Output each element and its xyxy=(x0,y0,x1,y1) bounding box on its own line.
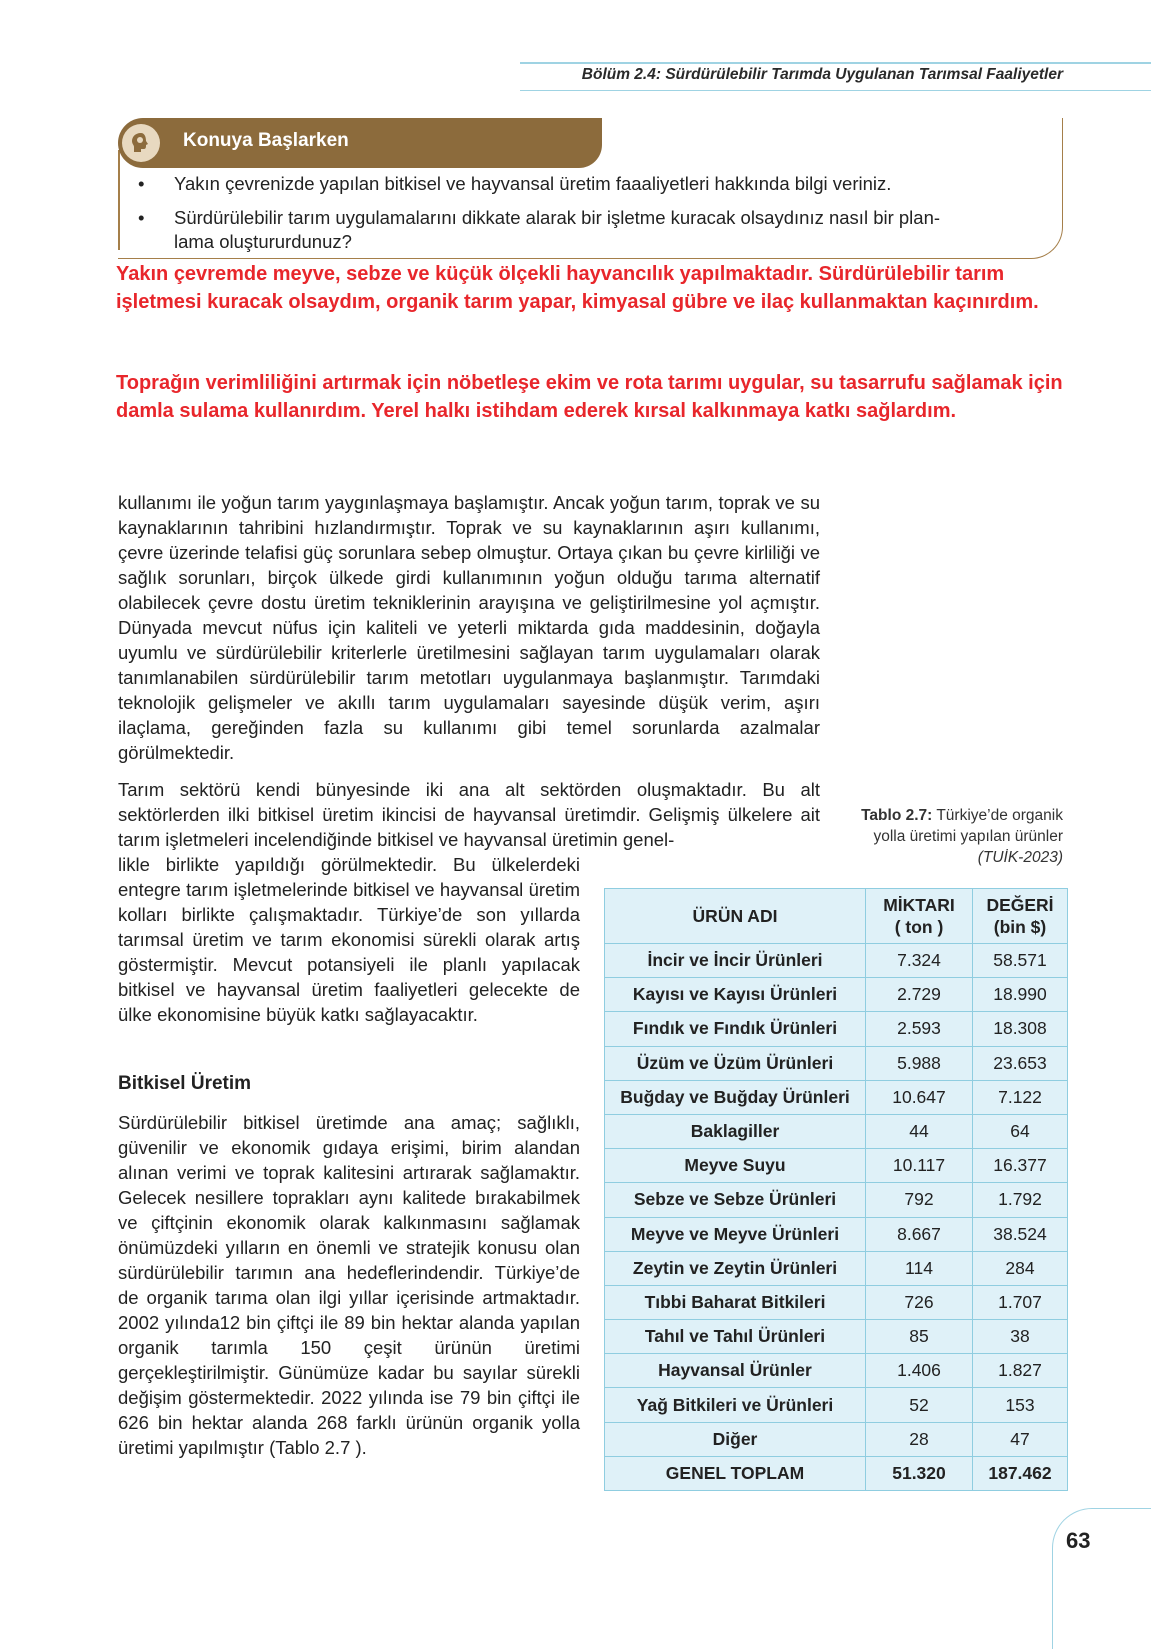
quantity-cell: 726 xyxy=(866,1285,973,1319)
table-row xyxy=(605,978,1068,1012)
table-row xyxy=(605,1046,1068,1080)
table-row xyxy=(605,1354,1068,1388)
value-cell: 1.827 xyxy=(973,1354,1068,1388)
body-paragraph-3: Sürdürülebilir bitkisel üretimde ana amaç; sağlıklı, güvenilir ve ekonomik gıdaya erişimi, birim alandan alınan verimi ve toprak kalitesini artırarak sağlamaktır. Gelecek nesillere toprakları aynı kalitede bırakabilmek ve çiftçinin ekonomik olarak kalkınmasını sağlamak önümüzdeki yılların en önemli ve stratejik konusu olan sürdürülebilir tarımın ana hedeflerindendir. Türkiye’de de organik tarıma olan ilgi yıllar içerisinde artmaktadır. 2002 yılında12 bin çiftçi ile 89 bin hektar alanda yapılan organik tarımla 150 çeşit ürünün üretimi gerçekleştirilmiştir. Günümüze kadar bu sayılar sürekli değişim göstermektedir. 2022 yılında ise 79 bin çiftçi ile 626 bin hektar alanda 268 farklı ürünün organik yolla üretimi yapılmıştır (Tablo 2.7 ). xyxy=(118,1112,580,1458)
answer-paragraph-2: Toprağın verimliliğini artırmak için nöbetleşe ekim ve rota tarımı uygular, su tasarrufu sağlamak için damla sulama kullanırdım. Yerel halkı istihdam ederek kırsal kalkınmaya katkı sağlardım. xyxy=(116,372,1063,422)
table-row xyxy=(605,944,1068,978)
table-header-row xyxy=(605,889,1068,944)
quantity-cell: 8.667 xyxy=(866,1217,973,1251)
value-cell: 7.122 xyxy=(973,1080,1068,1114)
caption-label: Tablo 2.7: xyxy=(861,807,933,824)
value-cell: 38.524 xyxy=(973,1217,1068,1251)
intro-box-title: Konuya Başlarken xyxy=(183,130,349,151)
product-name-cell: Üzüm ve Üzüm Ürünleri xyxy=(605,1046,866,1080)
quantity-cell: 2.729 xyxy=(866,978,973,1012)
intro-bullets xyxy=(132,172,1032,264)
table-row xyxy=(605,1217,1068,1251)
table-row xyxy=(605,1080,1068,1114)
quantity-cell: 85 xyxy=(866,1320,973,1354)
table-row xyxy=(605,1183,1068,1217)
body-paragraph-2a: Tarım sektörü kendi bünyesinde iki ana alt sektörden oluşmaktadır. Bu alt sektörlerden ilki bitkisel üretim ikincisi de hayvansal üretimdir. Gelişmiş ülkelere ait tarım işletmeleri incelendiğinde bitkisel ve hayvansal üretimin genel- xyxy=(118,779,820,850)
product-name-cell: Diğer xyxy=(605,1422,866,1456)
value-cell: 16.377 xyxy=(973,1149,1068,1183)
product-name-cell: İncir ve İncir Ürünleri xyxy=(605,944,866,978)
bullet-item-continued: lama oluştururdunuz? xyxy=(174,231,352,252)
value-cell: 153 xyxy=(973,1388,1068,1422)
product-name-cell: Tahıl ve Tahıl Ürünleri xyxy=(605,1320,866,1354)
caption-line-2: yolla üretimi yapılan ürünler xyxy=(873,828,1063,845)
product-name-cell: Meyve Suyu xyxy=(605,1149,866,1183)
header-rule-top xyxy=(520,62,1151,64)
table-caption xyxy=(823,805,1063,868)
header-value: DEĞERİ (bin $) xyxy=(973,889,1068,944)
product-name-cell: Hayvansal Ürünler xyxy=(605,1354,866,1388)
product-name-cell: Zeytin ve Zeytin Ürünleri xyxy=(605,1251,866,1285)
product-name-cell: Yağ Bitkileri ve Ürünleri xyxy=(605,1388,866,1422)
quantity-cell: 2.593 xyxy=(866,1012,973,1046)
product-name-cell: Sebze ve Sebze Ürünleri xyxy=(605,1183,866,1217)
value-cell: 47 xyxy=(973,1422,1068,1456)
intro-box-left-edge xyxy=(118,150,120,250)
header-product: ÜRÜN ADI xyxy=(605,889,866,944)
body-paragraph-2b: likle birlikte yapıldığı görülmektedir. Bu ülkelerdeki entegre tarım işletmelerinde bitkisel ve hayvansal üretim kolları birlikte çalışmaktadır. Türkiye’de son yıllarda tarımsal üretim ve tarım ekonomisi sürekli olarak artış göstermiştir. Mevcut potansiyeli ile planlı yapılacak bitkisel ve hayvansal üretim faaliyetleri gelecekte de ülke ekonomisine büyük katkı sağlayacaktır. xyxy=(118,854,580,1025)
quantity-cell: 5.988 xyxy=(866,1046,973,1080)
page-number: 63 xyxy=(1066,1528,1091,1553)
table-row xyxy=(605,1388,1068,1422)
product-name-cell: Kayısı ve Kayısı Ürünleri xyxy=(605,978,866,1012)
value-cell: 1.707 xyxy=(973,1285,1068,1319)
product-name-cell: Buğday ve Buğday Ürünleri xyxy=(605,1080,866,1114)
table-row xyxy=(605,1320,1068,1354)
value-cell: 18.990 xyxy=(973,978,1068,1012)
table-row xyxy=(605,1251,1068,1285)
caption-source: (TUİK-2023) xyxy=(977,849,1063,866)
quantity-cell: 10.647 xyxy=(866,1080,973,1114)
quantity-cell: 52 xyxy=(866,1388,973,1422)
table-row xyxy=(605,1012,1068,1046)
value-cell: 64 xyxy=(973,1114,1068,1148)
quantity-cell: 1.406 xyxy=(866,1354,973,1388)
quantity-cell: 7.324 xyxy=(866,944,973,978)
product-name-cell: Tıbbi Baharat Bitkileri xyxy=(605,1285,866,1319)
product-name-cell: Fındık ve Fındık Ürünleri xyxy=(605,1012,866,1046)
bullet-item: • Yakın çevrenizde yapılan bitkisel ve hayvansal üretim faaaliyetleri hakkında bilgi veriniz. xyxy=(138,173,892,194)
value-cell: 23.653 xyxy=(973,1046,1068,1080)
organic-products-table xyxy=(604,888,1068,1491)
header-quantity: MİKTARI ( ton ) xyxy=(866,889,973,944)
quantity-cell: 28 xyxy=(866,1422,973,1456)
caption-line-1: Türkiye’de organik xyxy=(936,807,1063,824)
quantity-cell: 114 xyxy=(866,1251,973,1285)
table-row xyxy=(605,1285,1068,1319)
table-row xyxy=(605,1422,1068,1456)
quantity-cell: 792 xyxy=(866,1183,973,1217)
value-cell: 1.792 xyxy=(973,1183,1068,1217)
table-total-row xyxy=(605,1456,1068,1490)
answer-paragraph-1: Yakın çevremde meyve, sebze ve küçük ölçekli hayvancılık yapılmaktadır. Sürdürülebilir tarım işletmesi kuracak olsaydım, organik tarım yapar, kimyasal gübre ve ilaç kullanmaktan kaçınırdım. xyxy=(116,263,1039,313)
product-name-cell: Meyve ve Meyve Ürünleri xyxy=(605,1217,866,1251)
bullet-item: • Sürdürülebilir tarım uygulamalarını dikkate alarak bir işletme kuracak olsaydınız nasıl bir plan- xyxy=(138,207,941,228)
head-lightbulb-icon xyxy=(122,124,160,162)
chapter-title: Bölüm 2.4: Sürdürülebilir Tarımda Uygulanan Tarımsal Faaliyetler xyxy=(581,66,1063,83)
body-paragraph-1: kullanımı ile yoğun tarım yaygınlaşmaya başlamıştır. Ancak yoğun tarım, toprak ve su kaynaklarının tahribini hızlandırmıştır. Toprak ve su kaynaklarının aşırı kullanımı, çevre üzerinde telafisi güç sorunlara sebep olmuştur. Ortaya çıkan bu çevre kirliliği ve sağlık sorunları, birçok ülkede girdi kullanımının yoğun olduğu tarıma alternatif olabilecek çevre dostu üretim tekniklerinin arayışına ve geliştirilmesine yol açmıştır. Dünyada mevcut nüfus için kaliteli ve yeterli miktarda gıda maddesinin, doğayla uyumlu ve sürdürülebilir kriterlerle üretilmesini sağlayan tarım uygulamaları olarak tanımlanabilen sürdürülebilir tarım metotları uygulanmaya başlanmıştır. Tarımdaki teknolojik gelişmeler ve akıllı tarım uygulamaları sayesinde düşük verim, aşırı ilaçlama, gereğinden fazla su kullanımı gibi temel sorunlarda azalmalar görülmektedir. xyxy=(118,492,820,763)
total-label-cell: GENEL TOPLAM xyxy=(605,1456,866,1490)
value-cell: 18.308 xyxy=(973,1012,1068,1046)
value-cell: 58.571 xyxy=(973,944,1068,978)
table-row xyxy=(605,1114,1068,1148)
header-rule-bottom xyxy=(520,90,1151,91)
table-row xyxy=(605,1149,1068,1183)
total-value-cell: 187.462 xyxy=(973,1456,1068,1490)
value-cell: 284 xyxy=(973,1251,1068,1285)
value-cell: 38 xyxy=(973,1320,1068,1354)
total-quantity-cell: 51.320 xyxy=(866,1456,973,1490)
quantity-cell: 10.117 xyxy=(866,1149,973,1183)
section-heading: Bitkisel Üretim xyxy=(118,1073,252,1094)
quantity-cell: 44 xyxy=(866,1114,973,1148)
product-name-cell: Baklagiller xyxy=(605,1114,866,1148)
